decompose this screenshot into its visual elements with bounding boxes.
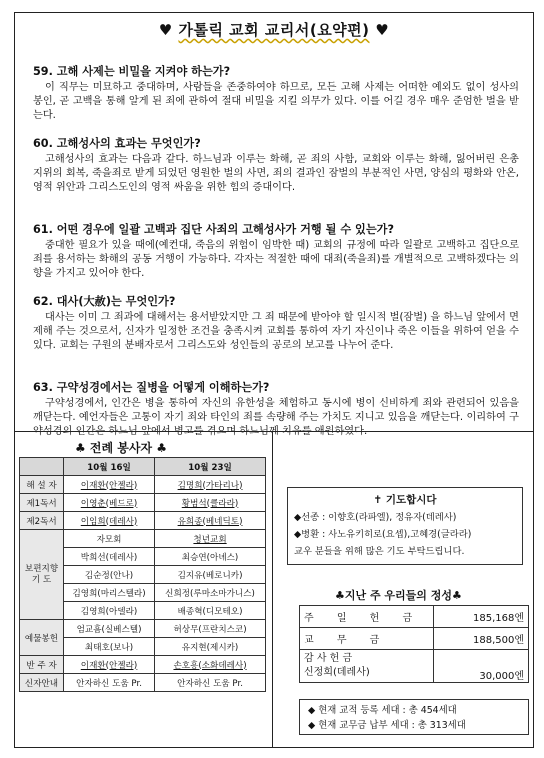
answer: 고해성사의 효과는 다음과 같다. 하느님과 이루는 화해, 곧 죄의 사함, 교회와 이루는 화해, 잃어버린 은총 지위의 회복, 죽을죄로 받게 되었던 영원한 벌의 사면, 죄의 결과인 잠벌의 부분적인 사면, 양심의 평화와 안온, 영적 위안과 그리스도인의 영적 싸움을 위한 힘의 증대이다. <box>33 154 519 193</box>
prayer-line: 교우 분들을 위해 많은 기도 부탁드립니다. <box>294 546 465 557</box>
qa-61 <box>33 221 519 281</box>
table-row: 주 일 헌 금 185,168엔 <box>300 606 529 628</box>
answer: 구약성경에서, 인간은 병을 통하여 자신의 유한성을 체험하고 동시에 병이 신비하게 죄와 관련되어 있음을 깨닫는다. 예언자들은 고통이 자기 죄와 타인의 죄를 속량해 주는 가치도 지니고 있음을 깨닫는다. 이리하여 구약성경의 인간은 하느님 앞에서 병고를 겪으며 하느님께 치유를 애원하였다. <box>33 398 519 437</box>
offering-title: ♣지난 주 우리들의 정성♣ <box>335 589 462 602</box>
qa-63 <box>33 379 519 439</box>
table-row <box>20 458 266 476</box>
serve-title: ♣ 전례 봉사자 ♣ <box>75 441 168 455</box>
table-row: 김순정(안나) 김지유(베로니카) <box>20 566 266 584</box>
page-title <box>15 19 533 40</box>
table-row: 예물봉헌 엄교흠(실베스텔) 허상무(프란치스코) <box>20 620 266 638</box>
date-header: 10월 16일 <box>64 458 155 476</box>
prayer-box <box>287 487 523 565</box>
heart-icon: ♥ <box>158 21 173 39</box>
qa-62 <box>33 293 519 353</box>
question: 63. 구약성경에서는 질병을 어떻게 이해하는가? <box>33 381 270 394</box>
table-row: 김영희(아델라) 배종혁(디모테오) <box>20 602 266 620</box>
table-row: 김영희(마리스텔라) 신희정(루마소마가니스) <box>20 584 266 602</box>
question: 60. 고해성사의 효과는 무엇인가? <box>33 137 201 150</box>
offering-table <box>299 605 529 683</box>
question: 59. 고해 사제는 비밀을 지켜야 하는가? <box>33 65 231 78</box>
count-line: ◆ 현재 교무금 납부 세대 : 총 313세대 <box>308 720 466 731</box>
question: 62. 대사(大赦)는 무엇인가? <box>33 295 176 308</box>
prayer-line: ◆선종 : 이향호(라파엘), 정유자(데레사) <box>294 512 457 523</box>
answer: 대사는 이미 그 죄과에 대해서는 용서받았지만 그 죄 때문에 받아야 할 일시적 벌(잠벌) 을 하느님 앞에서 면제해 주는 것으로서, 신자가 일정한 조건을 충족시켜 교회를 통하여 자기 자신이나 죽은 이들을 위하여 얻을 수 있다. 교회는 구원의 분배자로서 그리스도와 성인들의 공로의 보고를 나누어 준다. <box>33 312 519 351</box>
qa-60 <box>33 135 519 195</box>
table-row: 교 무 금 188,500엔 <box>300 628 529 650</box>
table-row: 제2독서 이임희(데레사) 유희종(베네딕토) <box>20 512 266 530</box>
answer: 이 직무는 미묘하고 중대하며, 사람들을 존중하여야 하므로, 모든 고해 사제는 어떠한 예외도 없이 성사의 봉인, 곧 고백을 통해 알게 된 죄에 관하여 절대 비밀을 지킬 의무가 있다. 이를 어길 경우 매우 준엄한 벌을 받는다. <box>33 82 519 121</box>
prayer-title: ✝ 기도합시다 <box>373 494 437 506</box>
table-row: 보편지향 기 도 자모회 청년교회 <box>20 530 266 548</box>
table-row: 박희선(데레사) 최승연(아녜스) <box>20 548 266 566</box>
count-line: ◆ 현재 교적 등록 세대 : 총 454세대 <box>308 705 457 716</box>
table-row: 최태호(보나) 유지현(제시카) <box>20 638 266 656</box>
answer: 중대한 필요가 있을 때에(예컨대, 죽음의 위험이 임박한 때) 교회의 규정에 따라 일괄로 고백하고 집단으로 죄를 용서하는 화해의 공동 거행이 가능하다. 각자는 적절한 때에 대죄(죽을죄)를 개별적으로 고백하겠다는 의향을 가지고 있어야 한다. <box>33 240 519 279</box>
prayer-line: ◆병환 : 사노유키히로(요셉),고혜경(글라라) <box>294 529 472 540</box>
bulletin-frame <box>14 12 534 748</box>
table-row: 제1독서 이영춘(베드로) 황범석(클라라) <box>20 494 266 512</box>
question: 61. 어떤 경우에 일괄 고백과 집단 사죄의 고해성사가 거행 될 수 있는가? <box>33 223 394 236</box>
horizontal-divider <box>15 431 533 432</box>
table-row: 반 주 자 이재환(안젤라) 손호흥(소화데레사) <box>20 656 266 674</box>
table-row: 신자안내 안자하신 도움 Pr. 안자하신 도움 Pr. <box>20 674 266 692</box>
liturgy-servers-table <box>19 457 266 692</box>
household-count-box <box>299 699 529 735</box>
date-header: 10월 23일 <box>155 458 266 476</box>
vertical-divider <box>272 431 273 747</box>
qa-59 <box>33 63 519 123</box>
table-row: 해 설 자 이재환(안젤라) 김명희(가타리나) <box>20 476 266 494</box>
heart-icon: ♥ <box>375 21 390 39</box>
title-text: 가톨릭 교회 교리서(요약편) <box>178 21 370 39</box>
table-row: 감 사 헌 금 신정희(데레사) 30,000엔 <box>300 650 529 683</box>
